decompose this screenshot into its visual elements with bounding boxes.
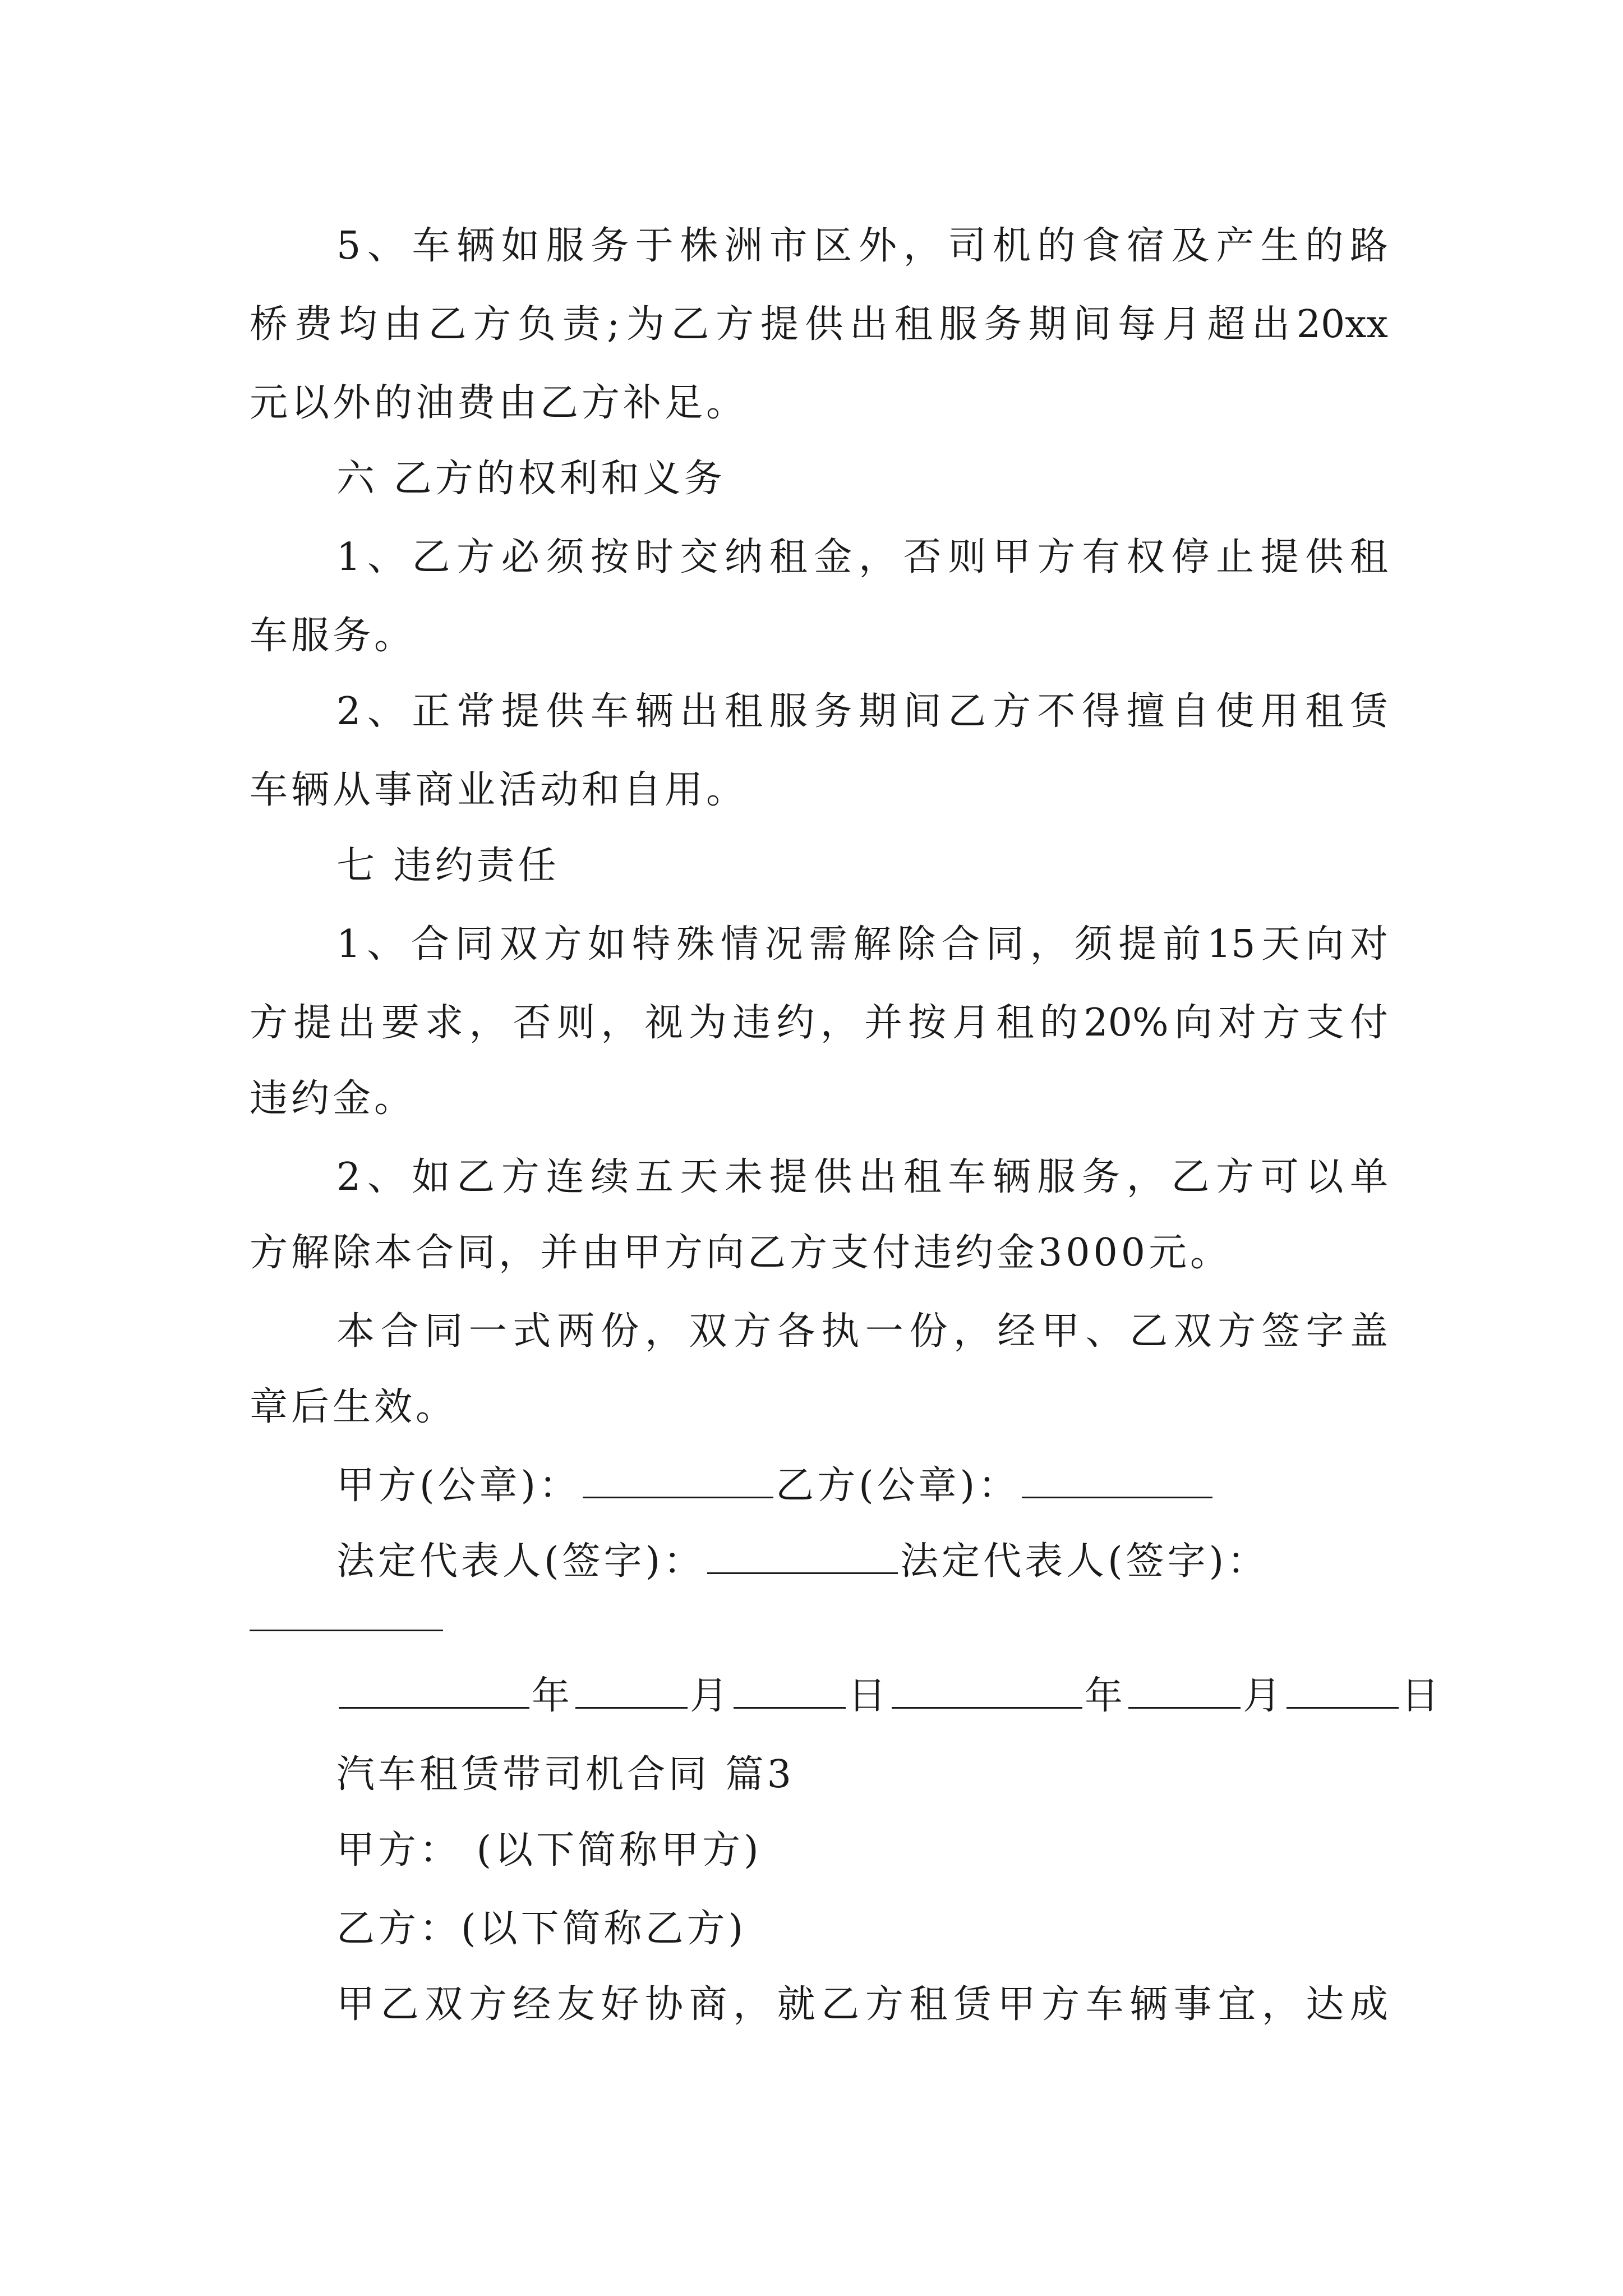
section-6-heading: 六 乙方的权利和义务	[336, 457, 726, 501]
day-label-a: 日	[848, 1674, 890, 1718]
date-line	[336, 1674, 1443, 1718]
party-a-seal-blank	[583, 1493, 773, 1498]
clause-5-line-3: 元以外的油费由乙方补足。	[250, 381, 748, 425]
section-7-item-1-line-1: 1、合同双方如特殊情况需解除合同，须提前15天向对	[336, 922, 1388, 967]
representative-line	[336, 1539, 1388, 1584]
section-7-item-1-line-2: 方提出要求，否则，视为违约，并按月租的20%向对方支付	[250, 1001, 1388, 1045]
party-b-seal-blank	[1022, 1493, 1212, 1498]
month-blank-b	[1128, 1704, 1241, 1709]
section-6-item-2-line-1: 2、正常提供车辆出租服务期间乙方不得擅自使用租赁	[336, 689, 1388, 734]
day-blank-b	[1287, 1704, 1399, 1709]
day-blank-a	[734, 1704, 846, 1709]
section-3-party-b: 乙方：(以下简称乙方)	[336, 1907, 747, 1951]
seal-line	[336, 1464, 1388, 1508]
party-b-seal-label: 乙方(公章)：	[776, 1464, 1020, 1508]
section-7-item-2-line-2: 方解除本合同，并由甲方向乙方支付违约金3000元。	[250, 1231, 1232, 1275]
section-6-item-2-line-2: 车辆从事商业活动和自用。	[250, 768, 748, 812]
clause-5-line-2: 桥费均由乙方负责;为乙方提供出租服务期间每月超出20xx	[250, 302, 1388, 347]
year-blank-b	[892, 1704, 1082, 1709]
section-7-item-1-line-3: 违约金。	[250, 1076, 416, 1121]
party-a-representative-label: 法定代表人(签字)：	[336, 1539, 706, 1584]
section-6-item-1-line-2: 车服务。	[250, 614, 416, 658]
section-6-item-1-line-1: 1、乙方必须按时交纳租金，否则甲方有权停止提供租	[336, 535, 1388, 579]
copies-clause-line-2: 章后生效。	[250, 1385, 458, 1429]
month-label-a: 月	[690, 1674, 732, 1718]
party-a-seal-label: 甲方(公章)：	[336, 1464, 581, 1508]
party-a-representative-blank	[707, 1569, 898, 1574]
section-7-item-2-line-1: 2、如乙方连续五天未提供出租车辆服务，乙方可以单	[336, 1155, 1388, 1199]
section-3-title: 汽车租赁带司机合同 篇3	[336, 1752, 795, 1797]
year-blank-a	[339, 1704, 529, 1709]
section-3-intro: 甲乙双方经友好协商，就乙方租赁甲方车辆事宜，达成	[336, 1982, 1388, 2027]
section-7-heading: 七 违约责任	[336, 844, 560, 888]
day-label-b: 日	[1401, 1674, 1443, 1718]
year-label-b: 年	[1085, 1674, 1127, 1718]
year-label-a: 年	[532, 1674, 574, 1718]
party-b-representative-label: 法定代表人(签字)：	[900, 1539, 1269, 1584]
clause-5-line-1: 5、车辆如服务于株洲市区外，司机的食宿及产生的路	[336, 224, 1388, 268]
copies-clause-line-1: 本合同一式两份，双方各执一份，经甲、乙双方签字盖	[336, 1309, 1388, 1354]
month-label-b: 月	[1243, 1674, 1285, 1718]
party-b-representative-blank	[250, 1630, 443, 1631]
month-blank-a	[575, 1704, 688, 1709]
section-3-party-a: 甲方： (以下简称甲方)	[336, 1828, 762, 1872]
